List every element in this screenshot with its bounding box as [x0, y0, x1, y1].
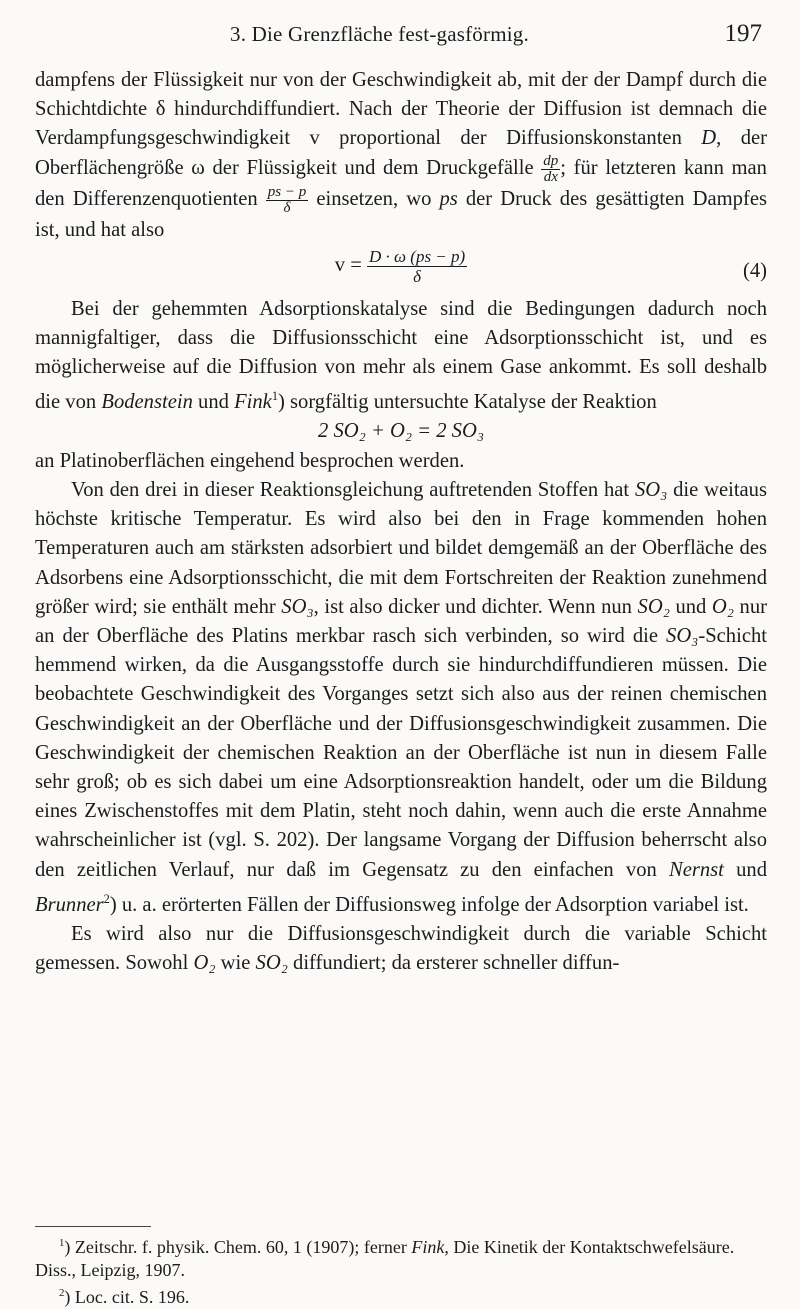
equation-label: (4): [742, 259, 767, 282]
footnotes: [35, 1232, 767, 1309]
paragraph-2: Bei der gehemmten Adsorptionskatalyse sind die Bedingungen dadurch noch mannigfaltiger, dass die Diffusionsschicht eine Adsorptionsschicht ist, und es möglicherweise auf die Diffusion von mehr als einem Gase ankommt. Es soll deshalb die von Bodenstein und Fink$^1$) sorgfältig untersuchte Katalyse der Reaktion: [35, 297, 767, 414]
ps-symbol: ps: [439, 187, 458, 210]
running-head: 3. Die Grenzfläche fest-gasförmig.: [230, 22, 529, 46]
footnote-divider: [35, 1226, 151, 1227]
page-number: 197: [724, 20, 762, 47]
paragraph-4: Von den drei in dieser Reaktionsgleichung auftretenden Stoffen hat SO₃ die weitaus höchste kritische Temperatur. Es wird also bei den in Frage kommenden hohen Temperaturen auch am stärksten adsorbiert und bildet demgemäß an der Oberfläche des Adsorbens eine Adsorptionsschicht, die mit dem Fortschreiten der Reaktion zunehmend größer wird; sie enthält mehr SO₃, ist also dicker und dichter. Wenn nun SO₂ und O₂ nur an der Oberfläche des Platins merkbar rasch sich verbinden, so wird die SO₃-Schicht hemmend wirken, da die Ausgangsstoffe durch sie hindurchdiffundieren müssen. Die beobachtete Geschwindigkeit des Vorganges setzt sich also aus der reinen chemischen Geschwindigkeit an der Oberfläche und der Diffusionsgeschwindigkeit zusammen. Die Geschwindigkeit der chemischen Reaktion an der Oberfläche ist nun in diesem Falle sehr groß; ob es sich dabei um eine Adsorptionsreaktion handelt, oder um die Bildung eines Zwischenstoffes mit dem Platin, steht noch dahin, wenn auch die erste Annahme wahrscheinlicher ist (vgl. S. 202). Der langsame Vorgang der Diffusion beherrscht also den zeitlichen Verlauf, nur daß im Gegensatz zu den einfachen von Nernst und Brunner$^2$) u. a. erörterten Fällen der Diffusionsweg infolge der Adsorption variabel ist.: [35, 478, 767, 916]
author-fink: Fink: [234, 391, 272, 414]
author-bodenstein: Bodenstein: [101, 391, 193, 414]
fraction-ps-p-delta: $\frac{ps - p}{\delta}$: [267, 183, 307, 216]
footnote-ref-2[interactable]: 2: [103, 891, 110, 906]
body-text: [35, 66, 767, 978]
equation-fraction: $\frac{D \cdot \omega (ps - p)}{\delta}$: [369, 246, 466, 286]
paragraph-3: an Platinoberflächen eingehend besprochen werden.: [35, 449, 465, 472]
footnote-2: $^2$) Loc. cit. S. 196.: [59, 1287, 190, 1307]
author-nernst: Nernst: [668, 858, 724, 881]
footnote-1: $^1$) Zeitschr. f. physik. Chem. 60, 1 (1907); ferner Fink, Die Kinetik der Kontaktschwefelsäure. Diss., Leipzig, 1907.: [35, 1237, 735, 1280]
paragraph-1: dampfens der Flüssigkeit nur von der Geschwindigkeit ab, mit der der Dampf durch die Schichtdichte δ hindurchdiffundiert. Nach der Theorie der Diffusion ist demnach die Verdampfungsgeschwindigkeit v proportional der Diffusionskonstanten D, der Oberflächengröße ω der Flüssigkeit und dem Druckgefälle $\frac{dp}{dx}$ ; für letzteren kann man den Differenzenquotienten $\frac{ps - p}{\delta}$ einsetzen, wo ps der Druck des gesättigten Dampfes ist, und hat also: [35, 69, 767, 241]
footnote-ref-1[interactable]: 1: [271, 389, 278, 404]
page-header: [0, 16, 800, 50]
reaction-equation: 2 SO₂ + O₂ = 2 SO₃: [318, 420, 484, 443]
equation-lhs: v =: [334, 254, 362, 277]
fraction-dp-dx: $\frac{dp}{dx}$: [543, 152, 559, 185]
equation-4: [35, 247, 767, 291]
paragraph-5: Es wird also nur die Diffusionsgeschwindigkeit durch die variable Schicht gemessen. Sowohl O₂ wie SO₂ diffundiert; da ersterer schneller diffun-: [35, 922, 767, 974]
author-brunner: Brunner: [35, 893, 104, 916]
